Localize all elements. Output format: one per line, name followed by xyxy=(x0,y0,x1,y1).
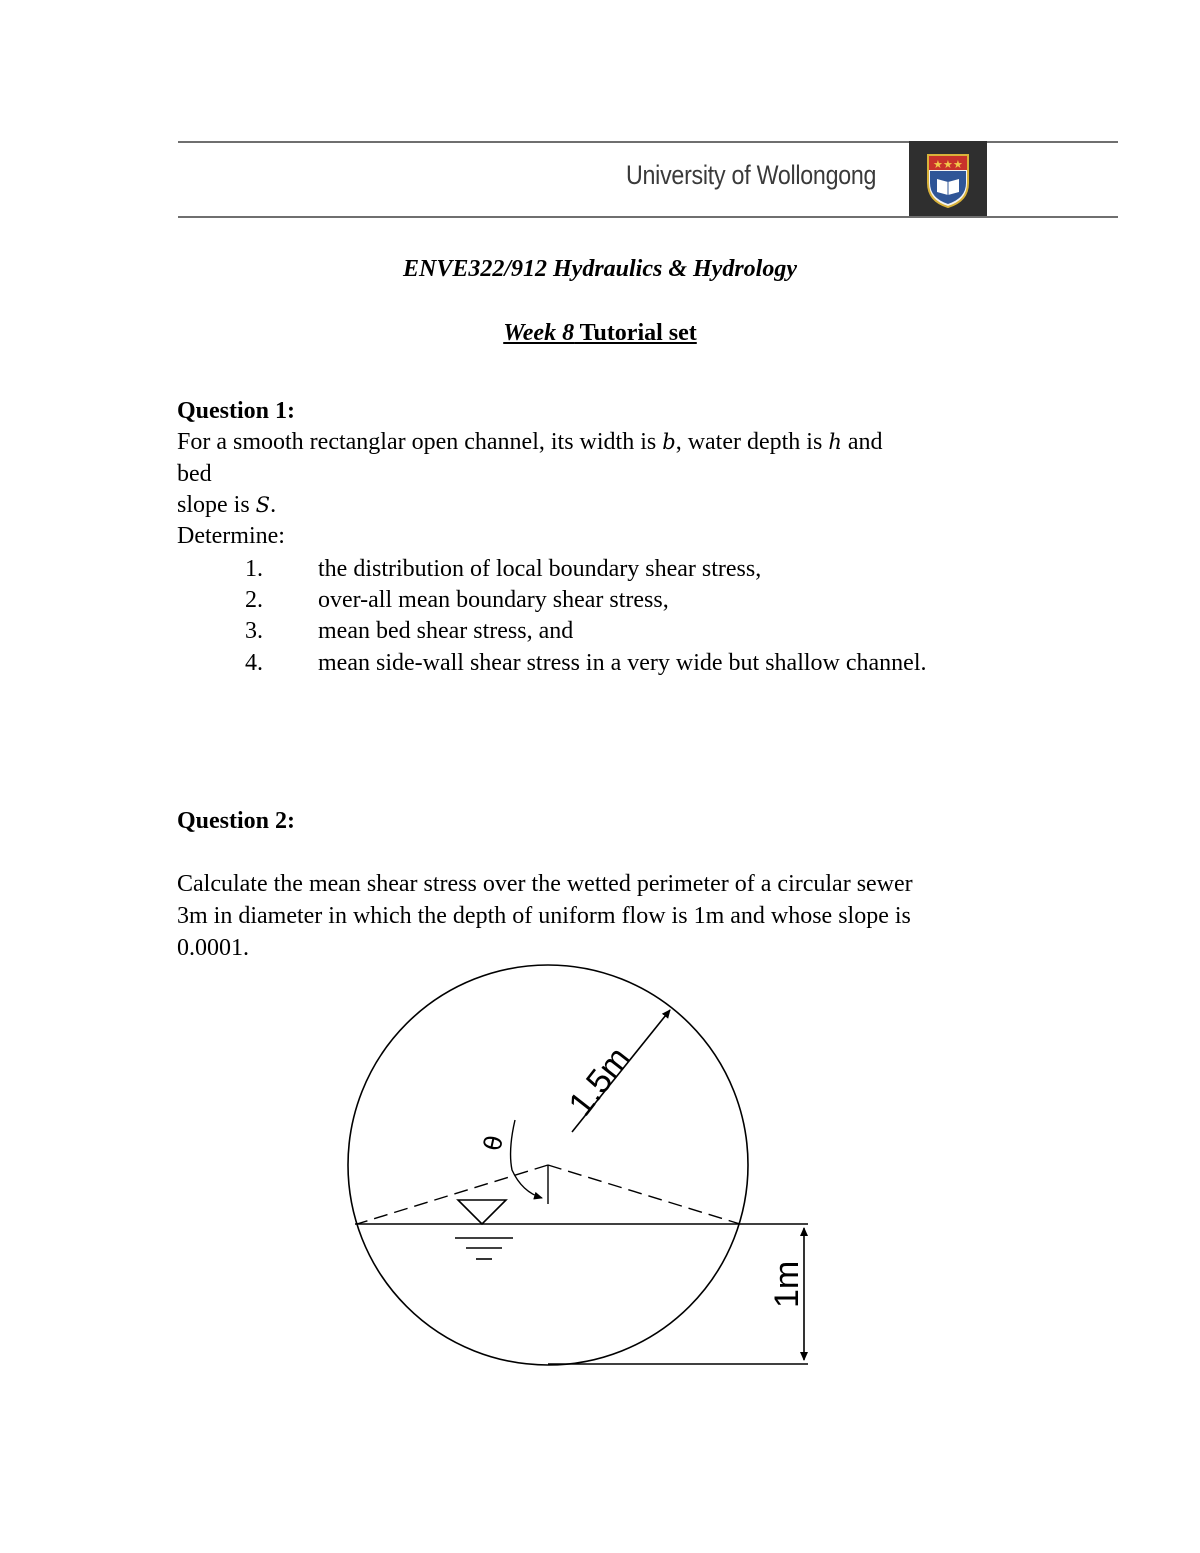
water-surface-symbol-icon xyxy=(455,1200,513,1259)
week-title xyxy=(0,320,1200,347)
svg-text:★: ★ xyxy=(953,158,963,171)
list-text: mean side-wall shear stress in a very wide but shallow channel. xyxy=(318,650,927,676)
question-1-line-2: bed xyxy=(177,461,212,487)
list-number: 1. xyxy=(245,556,263,582)
question-1-line-3 xyxy=(177,492,276,519)
var-b: b xyxy=(662,430,676,454)
sewer-cross-section-figure xyxy=(300,960,860,1370)
var-S: S xyxy=(255,493,271,517)
list-text: the distribution of local boundary shear stress, xyxy=(318,556,762,582)
university-logo xyxy=(909,141,987,218)
var-h: h xyxy=(828,430,842,454)
week-title-rest: Tutorial set xyxy=(574,320,697,346)
svg-text:★: ★ xyxy=(933,158,943,171)
radius-right-dashed xyxy=(548,1165,740,1224)
q1-text-a: For a smooth rectanglar open channel, its width is xyxy=(177,429,663,455)
angle-arc xyxy=(511,1120,542,1198)
week-label: Week 8 xyxy=(503,320,575,346)
header-bottom-rule xyxy=(178,216,1118,218)
radius-left-dashed xyxy=(357,1165,548,1224)
list-number: 3. xyxy=(245,618,263,644)
question-2-heading: Question 2: xyxy=(177,808,296,834)
university-crest-icon xyxy=(909,141,987,218)
q1-text-c: and xyxy=(841,429,883,455)
question-1-line-1 xyxy=(177,429,883,456)
radius-label: 1.5m xyxy=(561,1039,638,1123)
q1-text-d: slope is xyxy=(177,492,256,518)
question-1-heading: Question 1: xyxy=(177,398,296,424)
question-2-line-2: 3m in diameter in which the depth of uniform flow is 1m and whose slope is xyxy=(177,903,911,929)
q1-text-e: . xyxy=(270,492,277,518)
sewer-diagram xyxy=(300,960,860,1370)
q1-text-b: , water depth is xyxy=(675,429,829,455)
list-text: over-all mean boundary shear stress, xyxy=(318,587,669,613)
svg-text:★: ★ xyxy=(943,158,953,171)
list-number: 2. xyxy=(245,587,263,613)
angle-label: θ xyxy=(478,1133,509,1154)
university-name: University of Wollongong xyxy=(626,160,877,190)
question-2-line-1: Calculate the mean shear stress over the wetted perimeter of a circular sewer xyxy=(177,871,913,897)
depth-label: 1m xyxy=(768,1260,806,1308)
list-text: mean bed shear stress, and xyxy=(318,618,574,644)
list-number: 4. xyxy=(245,650,263,676)
question-2-line-3: 0.0001. xyxy=(177,935,249,961)
determine-label: Determine: xyxy=(177,523,285,549)
course-title: ENVE322/912 Hydraulics & Hydrology xyxy=(402,256,797,282)
